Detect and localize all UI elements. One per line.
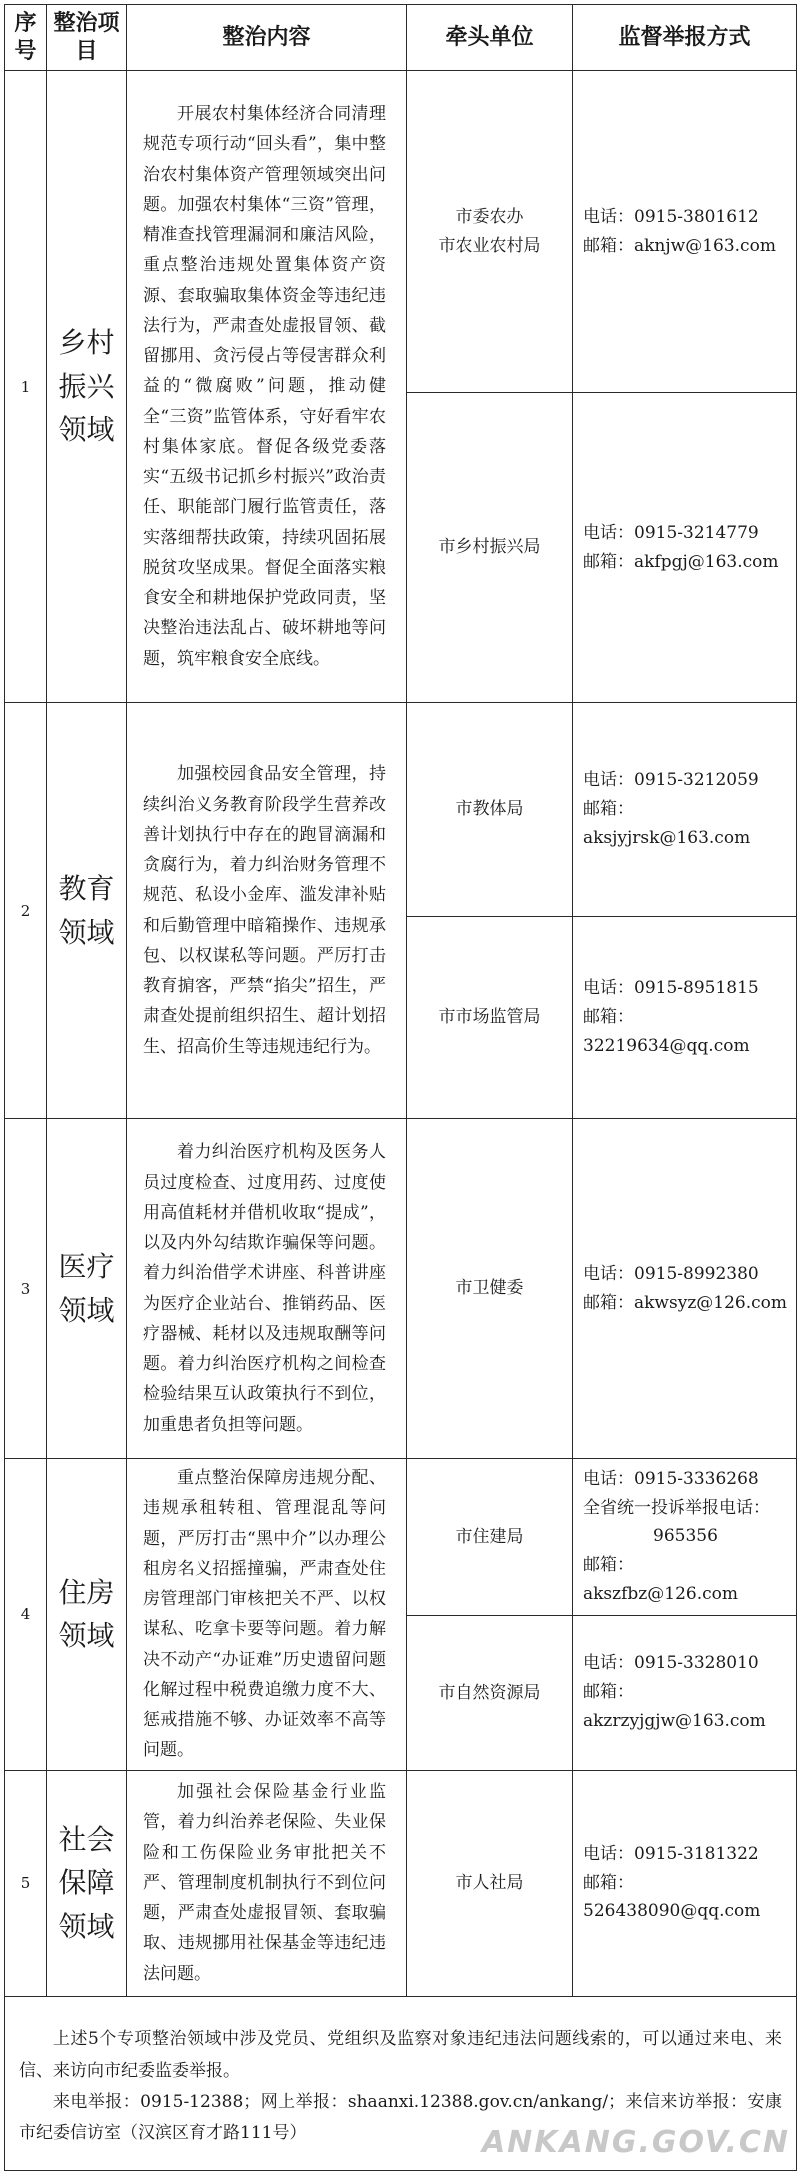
header-contact: 监督举报方式: [573, 5, 797, 71]
item-line: 乡村: [58, 326, 115, 360]
province-hotline: 965356: [653, 1526, 718, 1547]
lead-unit: 市人社局: [407, 1770, 573, 1996]
email: 邮箱：akfpgj@163.com: [583, 551, 779, 572]
row-seq: 1: [5, 71, 47, 703]
header-content: 整治内容: [127, 5, 407, 71]
item-line: 住房: [58, 1575, 115, 1609]
footer-paragraph: 上述5个专项整治领域中涉及党员、党组织及监察对象违纪违法问题线索的，可以通过来电、来信、来访向市纪委监委举报。: [19, 2029, 782, 2081]
province-hotline-label: 全省统一投诉举报电话：: [583, 1497, 770, 1518]
row-item: [47, 1770, 127, 1996]
row-content: 重点整治保障房违规分配、违规承租转租、管理混乱等问题，严厉打击“黑中介”以办理公租房名义招摇撞骗，严肃查处住房管理部门审核把关不严、以权谋私、吃拿卡要等问题。着力解决不动产“办证难”历史遗留问题化解过程中税费追缴力度不大、惩戒措施不够、办证效率不高等问题。: [127, 1459, 407, 1771]
item-line: 领域: [58, 413, 115, 447]
email: 邮箱：526438090@qq.com: [583, 1872, 761, 1922]
phone: 电话：0915-3214779: [583, 522, 759, 543]
contact-info: [573, 1615, 797, 1770]
contact-info: [573, 917, 797, 1119]
row-seq: 2: [5, 703, 47, 1119]
row-item: [47, 1459, 127, 1771]
contact-info: [573, 71, 797, 393]
rectification-table: [4, 4, 797, 2171]
page: [4, 4, 796, 2168]
item-line: 领域: [58, 1619, 115, 1653]
row-item: [47, 1119, 127, 1459]
lead-unit: 市乡村振兴局: [407, 393, 573, 703]
row-content: 加强社会保险基金行业监管，着力纠治养老保险、失业保险和工伤保险业务审批把关不严、管理制度机制执行不到位问题，严肃查处虚报冒领、套取骗取、违规挪用社保基金等违纪违法问题。: [127, 1770, 407, 1996]
table-row: [5, 703, 797, 917]
row-content: 加强校园食品安全管理，持续纠治义务教育阶段学生营养改善计划执行中存在的跑冒滴漏和贪腐行为，着力纠治财务管理不规范、私设小金库、滥发津补贴和后勤管理中暗箱操作、违规承包、以权谋私等问题。严厉打击教育掮客，严禁“掐尖”招生，严肃查处提前组织招生、超计划招生、招高价生等违规违纪行为。: [127, 703, 407, 1119]
header-seq: 序号: [5, 5, 47, 71]
item-line: 领域: [58, 915, 115, 949]
row-seq: 4: [5, 1459, 47, 1771]
table-row: [5, 1119, 797, 1459]
item-line: 医疗: [58, 1250, 115, 1284]
table-row: [5, 1459, 797, 1616]
item-line: 领域: [58, 1293, 115, 1327]
email: 邮箱：akszfbz@126.com: [583, 1555, 738, 1605]
phone: 电话：0915-3328010: [583, 1653, 759, 1674]
contact-info: [573, 393, 797, 703]
email: 邮箱：: [583, 799, 634, 820]
row-seq: 3: [5, 1119, 47, 1459]
phone: 电话：0915-3801612: [583, 206, 759, 227]
header-unit: 牵头单位: [407, 5, 573, 71]
lead-unit: 市住建局: [407, 1459, 573, 1616]
lead-unit: 市卫健委: [407, 1119, 573, 1459]
contact-info: [573, 1459, 797, 1616]
table-header-row: [5, 5, 797, 71]
row-item: [47, 703, 127, 1119]
lead-unit: 市市场监管局: [407, 917, 573, 1119]
item-line: 保障: [58, 1866, 115, 1900]
table-row: [5, 1770, 797, 1996]
phone: 电话：0915-8992380: [583, 1263, 759, 1284]
site-watermark: ANKANG.GOV.CN: [481, 2125, 790, 2160]
footer-paragraph: 来电举报：0915-12388；网上举报：shaanxi.12388.gov.cn/ankang/；来信来访举报：安康市纪委信访室（汉滨区育才路111号）: [19, 2092, 782, 2144]
lead-unit: 市自然资源局: [407, 1615, 573, 1770]
email-address: akzrzyjgjw@163.com: [583, 1711, 766, 1732]
phone: 电话：0915-8951815: [583, 978, 759, 999]
contact-info: [573, 703, 797, 917]
item-line: 社会: [58, 1822, 115, 1856]
header-item: 整治项目: [47, 5, 127, 71]
phone: 电话：0915-3336268: [583, 1468, 759, 1489]
item-line: 领域: [58, 1909, 115, 1943]
email: 邮箱：32219634@qq.com: [583, 1007, 750, 1056]
contact-info: [573, 1770, 797, 1996]
item-line: 振兴: [58, 369, 115, 403]
phone: 电话：0915-3181322: [583, 1843, 759, 1864]
phone: 电话：0915-3212059: [583, 770, 759, 791]
lead-unit: 市委农办 市农业农村局: [407, 71, 573, 393]
email: 邮箱：akwsyz@126.com: [583, 1292, 787, 1313]
row-content: 着力纠治医疗机构及医务人员过度检查、过度用药、过度使用高值耗材并借机收取“提成”，以及内外勾结欺诈骗保等问题。着力纠治借学术讲座、科普讲座为医疗企业站台、推销药品、医疗器械、耗材以及违规取酬等问题。着力纠治医疗机构之间检查检验结果互认政策执行不到位，加重患者负担等问题。: [127, 1119, 407, 1459]
email: 邮箱：: [583, 1682, 634, 1703]
lead-unit: 市教体局: [407, 703, 573, 917]
email: 邮箱：aknjw@163.com: [583, 235, 776, 256]
row-content: 开展农村集体经济合同清理规范专项行动“回头看”，集中整治农村集体资产管理领域突出问题。加强农村集体“三资”管理，精准查找管理漏洞和廉洁风险，重点整治违规处置集体资产资源、套取骗取集体资金等违纪违法行为，严肃查处虚报冒领、截留挪用、贪污侵占等侵害群众利益的“微腐败”问题，推动健全“三资”监管体系，守好看牢农村集体家底。督促各级党委落实“五级书记抓乡村振兴”政治责任、职能部门履行监管责任，落实落细帮扶政策，持续巩固拓展脱贫攻坚成果。督促全面落实粮食安全和耕地保护党政同责，坚决整治违法乱占、破坏耕地等问题，筑牢粮食安全底线。: [127, 71, 407, 703]
item-line: 教育: [58, 872, 115, 906]
email-address: aksjyjrsk@163.com: [583, 827, 751, 848]
row-item: [47, 71, 127, 703]
contact-info: [573, 1119, 797, 1459]
row-seq: 5: [5, 1770, 47, 1996]
table-row: [5, 71, 797, 393]
